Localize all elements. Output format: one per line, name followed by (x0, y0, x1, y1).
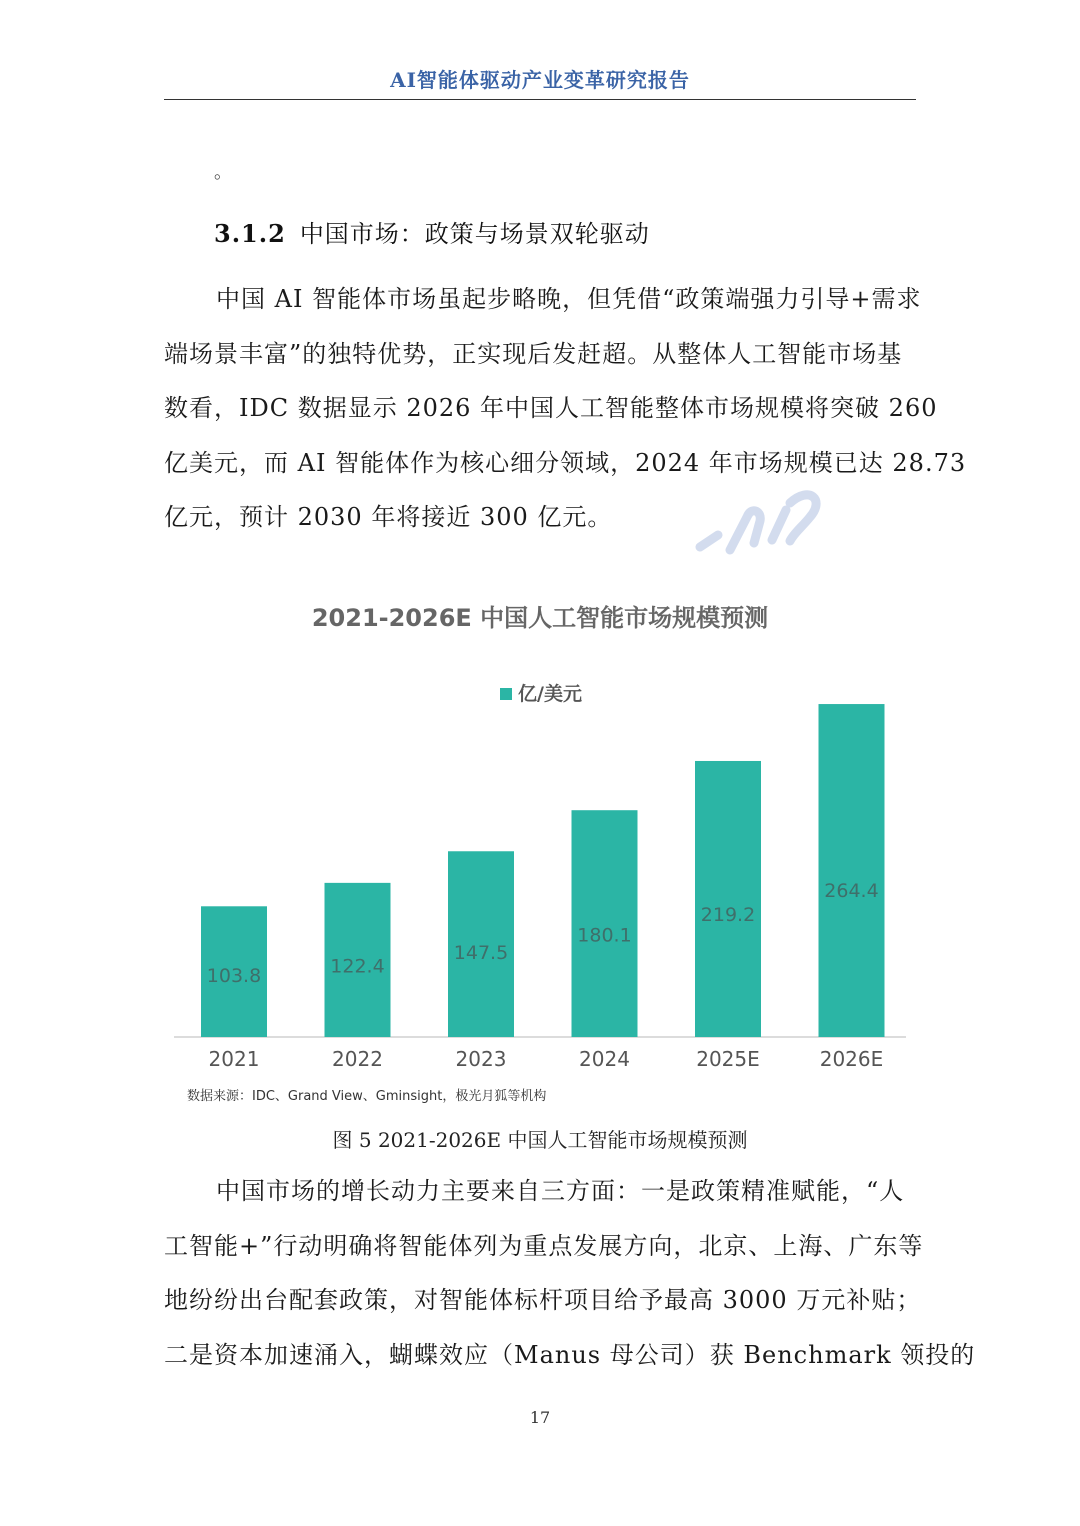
bar-value-label: 103.8 (206, 965, 262, 988)
page-number: 17 (529, 1408, 551, 1427)
bar-value-label: 180.1 (577, 924, 632, 947)
data-source-note: 数据来源：IDC、Grand View、Gminsight，极光月狐等机构 (187, 1089, 547, 1104)
x-tick-label: 2023 (455, 1047, 507, 1071)
chart-title: 2021-2026E 中国人工智能市场规模预测 (311, 604, 769, 632)
paragraph-growth-drivers (164, 1164, 976, 1382)
section-number: 3.1.2 (214, 219, 286, 248)
section-title-text: 中国市场：政策与场景双轮驱动 (299, 220, 650, 248)
x-tick-label: 2025E (696, 1047, 760, 1071)
bar-2026E (819, 704, 885, 1037)
header-divider (164, 99, 916, 100)
paragraph-line: 端场景丰富”的独特优势，正实现后发赶超。从整体人工智能市场基 (164, 339, 903, 368)
legend-label: 亿/美元 (518, 683, 582, 705)
paragraph-line: 亿美元，而 AI 智能体作为核心细分领域，2024 年市场规模已达 28.73 (164, 448, 967, 477)
bar-value-label: 264.4 (824, 880, 879, 903)
bar-2025E (695, 761, 761, 1037)
x-tick-label: 2022 (332, 1047, 383, 1071)
x-tick-label: 2024 (579, 1047, 630, 1071)
paragraph-market-overview (164, 272, 967, 545)
bar-chart (164, 650, 916, 1080)
section-heading (214, 214, 650, 249)
paragraph-line: 工智能+”行动明确将智能体列为重点发展方向，北京、上海、广东等 (164, 1231, 924, 1260)
paragraph-line: 亿元，预计 2030 年将接近 300 亿元。 (164, 503, 613, 531)
bar-value-label: 122.4 (330, 955, 385, 978)
report-header-title: AI智能体驱动产业变革研究报告 (390, 68, 690, 92)
stray-punctuation: 。 (214, 162, 232, 183)
paragraph-line: 中国 AI 智能体市场虽起步略晚，但凭借“政策端强力引导+需求 (216, 285, 922, 313)
figure-caption: 图 5 2021-2026E 中国人工智能市场规模预测 (332, 1128, 748, 1152)
bar-value-label: 147.5 (453, 941, 509, 964)
x-tick-label: 2026E (819, 1047, 884, 1071)
bar-value-label: 219.2 (700, 904, 756, 927)
paragraph-line: 二是资本加速涌入，蝴蝶效应（Manus 母公司）获 Benchmark 领投的 (164, 1340, 976, 1369)
paragraph-line: 数看，IDC 数据显示 2026 年中国人工智能整体市场规模将突破 260 (164, 394, 938, 422)
legend-swatch (500, 688, 512, 700)
paragraph-line: 地纷纷出台配套政策，对智能体标杆项目给予最高 3000 万元补贴； (164, 1286, 922, 1314)
x-tick-label: 2021 (208, 1047, 260, 1071)
paragraph-line: 中国市场的增长动力主要来自三方面：一是政策精准赋能，“人 (216, 1177, 905, 1205)
bar-2024 (572, 810, 638, 1037)
